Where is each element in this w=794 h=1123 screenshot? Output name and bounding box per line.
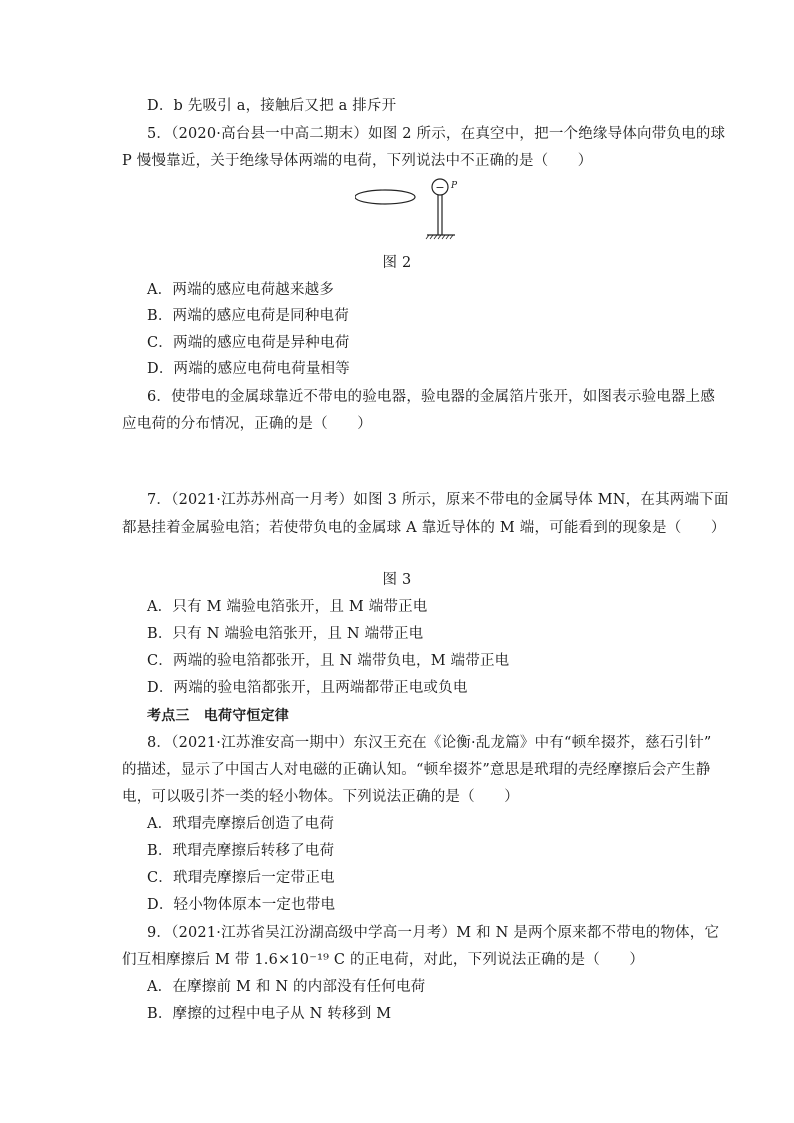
q9-option-b: B．摩擦的过程中电子从 N 转移到 M (147, 1006, 392, 1022)
figure-3-caption: 图 3 (382, 572, 412, 588)
q6-stem-line2: 应电荷的分布情况，正确的是（ ） (122, 416, 372, 432)
q7-option-c: C．两端的验电箔都张开，且 N 端带负电，M 端带正电 (147, 653, 510, 669)
section-heading: 考点三 电荷守恒定律 (147, 708, 289, 724)
q9-stem-line1: 9．（2021·江苏省吴江汾湖高级中学高一月考）M 和 N 是两个原来都不带电的物体，它 (147, 925, 720, 941)
q7-stem-line1: 7．（2021·江苏苏州高一月考）如图 3 所示，原来不带电的金属导体 MN，在其两端下面 (147, 492, 729, 508)
q7-option-a: A．只有 M 端验电箔张开，且 M 端带正电 (147, 599, 428, 615)
q8-option-c: C．玳瑁壳摩擦后一定带正电 (147, 870, 335, 886)
insulated-conductor (355, 190, 415, 204)
q5-option-c: C．两端的感应电荷是异种电荷 (147, 335, 350, 351)
q8-option-d: D．轻小物体原本一定也带电 (147, 897, 336, 913)
q8-stem-line1: 8．（2021·江苏淮安高一期中）东汉王充在《论衡·乱龙篇》中有“顿牟掇芥，慈石引针” (147, 735, 712, 751)
ball-charge-sign: − (435, 181, 445, 194)
figure-2-caption: 图 2 (382, 255, 412, 271)
q4-option-d: D．b 先吸引 a，接触后又把 a 排斥开 (147, 98, 397, 114)
q8-stem-line3: 电，可以吸引芥一类的轻小物体。下列说法正确的是（ ） (122, 789, 519, 805)
q8-option-a: A．玳瑁壳摩擦后创造了电荷 (147, 816, 335, 832)
ball-label: P (451, 181, 458, 191)
q9-stem-line2: 们互相摩擦后 M 带 1.6×10⁻¹⁹ C 的正电荷，对此，下列说法正确的是（ ） (122, 952, 645, 968)
figure-2-diagram (355, 175, 475, 243)
q6-stem-line1: 6．使带电的金属球靠近不带电的验电器，验电器的金属箔片张开，如图表示验电器上感 (147, 389, 716, 405)
q7-option-b: B．只有 N 端验电箔张开，且 N 端带正电 (147, 626, 424, 642)
q7-stem-line2: 都悬挂着金属验电箔；若使带负电的金属球 A 靠近导体的 M 端，可能看到的现象是（ ） (122, 520, 726, 536)
q5-option-d: D．两端的感应电荷电荷量相等 (147, 361, 350, 377)
q5-stem-line2: P 慢慢靠近，关于绝缘导体两端的电荷，下列说法中不正确的是（ ） (122, 153, 593, 169)
q9-option-a: A．在摩擦前 M 和 N 的内部没有任何电荷 (147, 979, 426, 995)
q5-stem-line1: 5．（2020·高台县一中高二期末）如图 2 所示，在真空中，把一个绝缘导体向带负电的球 (147, 126, 726, 142)
q8-option-b: B．玳瑁壳摩擦后转移了电荷 (147, 843, 335, 859)
q7-option-d: D．两端的验电箔都张开，且两端都带正电或负电 (147, 680, 468, 696)
q5-option-b: B．两端的感应电荷是同种电荷 (147, 308, 349, 324)
q8-stem-line2: 的描述，显示了中国古人对电磁的正确认知。“顿牟掇芥”意思是玳瑁的壳经摩擦后会产生静 (122, 762, 711, 778)
q5-option-a: A．两端的感应电荷越来越多 (147, 282, 335, 298)
